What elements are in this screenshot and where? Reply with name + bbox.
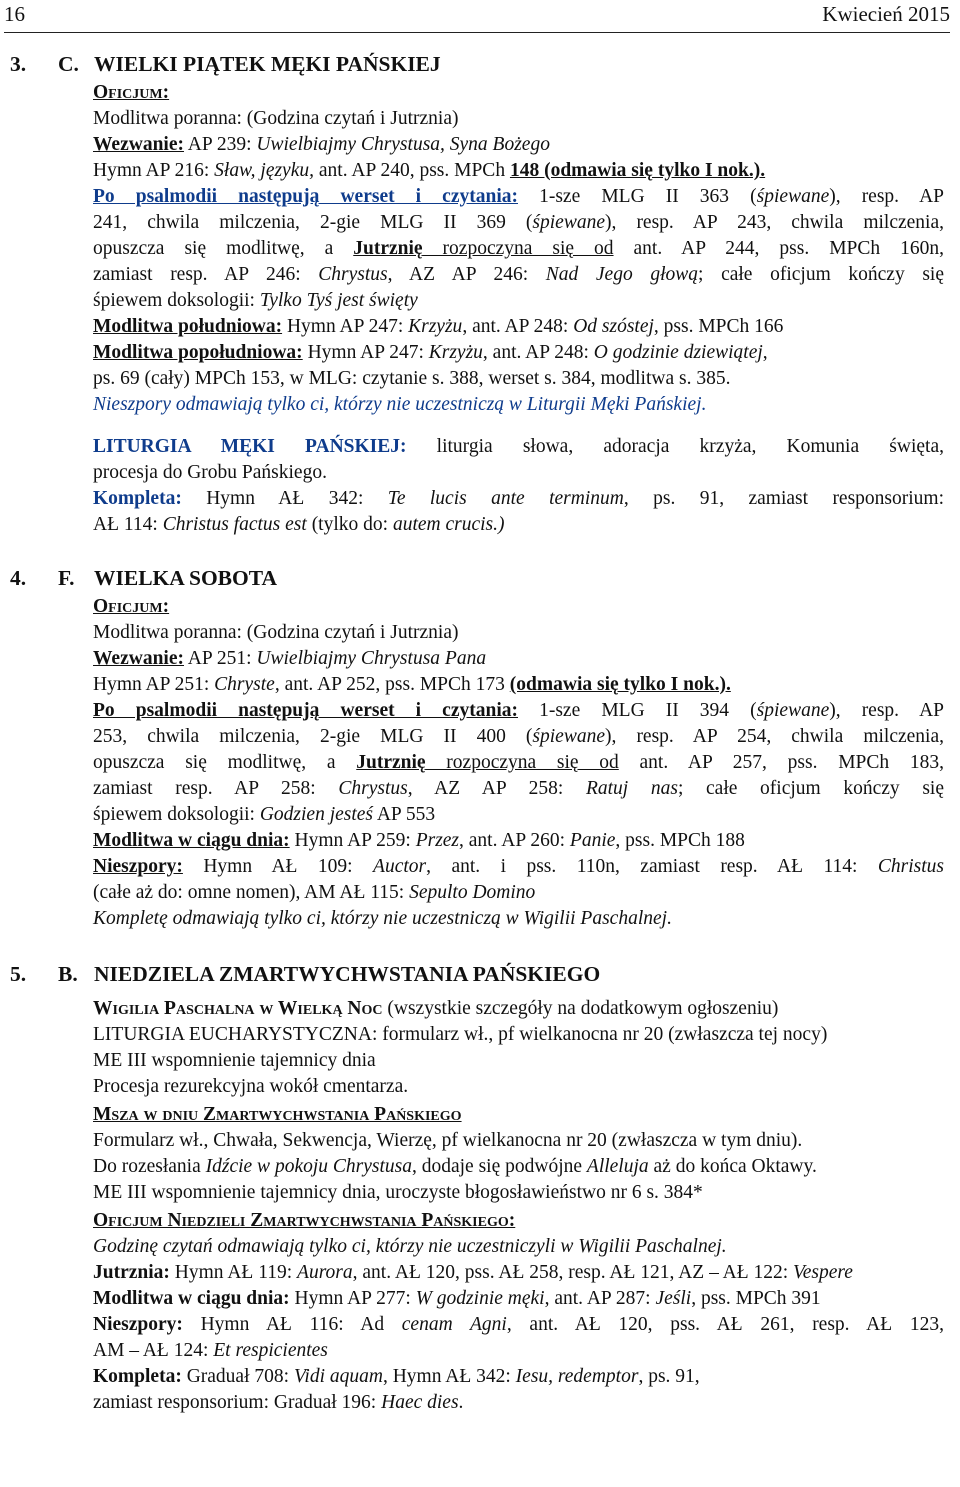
text-line: Modlitwa poranna: (Godzina czytań i Jutrznia): [93, 108, 459, 129]
text-line: Nieszpory: Hymn AŁ 109: Auctor, ant. i pss. 110n, zamiast resp. AŁ 114: Christus: [93, 856, 944, 877]
text-line: AM – AŁ 124: Et respicientes: [93, 1340, 328, 1361]
text-line: ME III wspomnienie tajemnicy dnia, uroczyste błogosławieństwo nr 6 s. 384*: [93, 1182, 703, 1203]
header-date: Kwiecień 2015: [822, 2, 950, 26]
text-line: zamiast resp. AP 258: Chrystus, AZ AP 258: Ratuj nas; całe oficjum kończy się: [93, 778, 944, 799]
section-number: 3.: [10, 52, 27, 76]
oficjum-heading: Oficjum Niedzieli Zmartwychwstania Pańskiego:: [93, 1210, 516, 1231]
text-line: Formularz wł., Chwała, Sekwencja, Wierzę, pf wielkanocna nr 20 (zwłaszcza w tym dniu).: [93, 1130, 803, 1151]
text-line: śpiewem doksologii: Tylko Tyś jest święty: [93, 290, 418, 311]
text-line: Kompleta: Graduał 708: Vidi aquam, Hymn AŁ 342: Iesu, redemptor, ps. 91,: [93, 1366, 700, 1387]
text-line: LITURGIA MĘKI PAŃSKIEJ: liturgia słowa, adoracja krzyża, Komunia święta,: [93, 436, 944, 457]
text-line: Modlitwa w ciągu dnia: Hymn AP 277: W godzinie męki, ant. AP 287: Jeśli, pss. MPCh 391: [93, 1288, 821, 1309]
text-line: Hymn AP 216: Sław, języku, ant. AP 240, pss. MPCh 148 (odmawia się tylko I nok.).: [93, 160, 766, 181]
text-line: Po psalmodii następują werset i czytania: 1-sze MLG II 363 (śpiewane), resp. AP: [93, 186, 944, 207]
page-header: [4, 2, 950, 30]
section-number: 5.: [10, 962, 27, 986]
section-heading-easter-sunday: [10, 962, 600, 987]
text-line: zamiast resp. AP 246: Chrystus, AZ AP 246: Nad Jego głową; całe oficjum kończy się: [93, 264, 944, 285]
text-line: Po psalmodii następują werset i czytania: 1-sze MLG II 394 (śpiewane), resp. AP: [93, 700, 944, 721]
oficjum-label: Oficjum:: [93, 82, 170, 103]
text-line: Wezwanie: AP 239: Uwielbiajmy Chrystusa, Syna Bożego: [93, 134, 550, 155]
text-line: opuszcza się modlitwę, a Jutrznię rozpoczyna się od ant. AP 244, pss. MPCh 160n,: [93, 238, 944, 259]
text-line: 241, chwila milczenia, 2-gie MLG II 369 (śpiewane), resp. AP 243, chwila milczenia,: [93, 212, 944, 233]
text-line: Kompletę odmawiają tylko ci, którzy nie uczestniczą w Wigilii Paschalnej.: [93, 908, 672, 929]
section-heading-holy-saturday: [10, 566, 277, 591]
page-number: 16: [4, 2, 25, 26]
text-line: Hymn AP 251: Chryste, ant. AP 252, pss. MPCh 173 (odmawia się tylko I nok.).: [93, 674, 731, 695]
section-heading-good-friday: [10, 52, 441, 77]
text-line: Nieszpory odmawiają tylko ci, którzy nie uczestniczą w Liturgii Męki Pańskiej.: [93, 394, 707, 415]
text-line: 253, chwila milczenia, 2-gie MLG II 400 (śpiewane), resp. AP 254, chwila milczenia,: [93, 726, 944, 747]
text-line: Do rozesłania Idźcie w pokoju Chrystusa, dodaje się podwójne Alleluja aż do końca Oktawy.: [93, 1156, 817, 1177]
text-line: AŁ 114: Christus factus est (tylko do: autem crucis.): [93, 514, 505, 535]
text-line: Jutrznia: Hymn AŁ 119: Aurora, ant. AŁ 120, pss. AŁ 258, resp. AŁ 121, AZ – AŁ 122: Vespere: [93, 1262, 853, 1283]
header-divider: [4, 32, 950, 33]
text-line: Modlitwa południowa: Hymn AP 247: Krzyżu, ant. AP 248: Od szóstej, pss. MPCh 166: [93, 316, 784, 337]
text-line: ME III wspomnienie tajemnicy dnia: [93, 1050, 376, 1071]
text-line: opuszcza się modlitwę, a Jutrznię rozpoczyna się od ant. AP 257, pss. MPCh 183,: [93, 752, 944, 773]
text-line: Nieszpory: Hymn AŁ 116: Ad cenam Agni, ant. AŁ 120, pss. AŁ 261, resp. AŁ 123,: [93, 1314, 944, 1335]
text-line: Procesja rezurekcyjna wokół cmentarza.: [93, 1076, 409, 1097]
mass-heading: Msza w dniu Zmartwychwstania Pańskiego: [93, 1104, 462, 1125]
text-line: zamiast responsorium: Graduał 196: Haec dies.: [93, 1392, 464, 1413]
text-line: Modlitwa popołudniowa: Hymn AP 247: Krzyżu, ant. AP 248: O godzinie dziewiątej,: [93, 342, 768, 363]
text-line: Wezwanie: AP 251: Uwielbiajmy Chrystusa Pana: [93, 648, 487, 669]
text-line: Wigilia Paschalna w Wielką Noc (wszystkie szczegóły na dodatkowym ogłoszeniu): [93, 998, 779, 1019]
oficjum-label: Oficjum:: [93, 596, 170, 617]
section-title: NIEDZIELA ZMARTWYCHWSTANIA PAŃSKIEGO: [94, 962, 601, 986]
text-line: śpiewem doksologii: Godzien jesteś AP 553: [93, 804, 436, 825]
text-line: (całe aż do: omne nomen), AM AŁ 115: Sepulto Domino: [93, 882, 536, 903]
section-letter: B.: [58, 962, 78, 986]
section-number: 4.: [10, 566, 27, 590]
section-letter: F.: [58, 566, 75, 590]
text-line: ps. 69 (cały) MPCh 153, w MLG: czytanie s. 388, werset s. 384, modlitwa s. 385.: [93, 368, 731, 389]
text-line: LITURGIA EUCHARYSTYCZNA: formularz wł., pf wielkanocna nr 20 (zwłaszcza tej nocy): [93, 1024, 828, 1045]
section-title: WIELKA SOBOTA: [94, 566, 278, 590]
text-line: Godzinę czytań odmawiają tylko ci, którzy nie uczestniczyli w Wigilii Paschalnej.: [93, 1236, 727, 1257]
section-letter: C.: [58, 52, 79, 76]
text-line: procesja do Grobu Pańskiego.: [93, 462, 327, 483]
text-line: Modlitwa w ciągu dnia: Hymn AP 259: Przez, ant. AP 260: Panie, pss. MPCh 188: [93, 830, 745, 851]
section-title: WIELKI PIĄTEK MĘKI PAŃSKIEJ: [94, 52, 441, 76]
text-line: Modlitwa poranna: (Godzina czytań i Jutrznia): [93, 622, 459, 643]
text-line: Kompleta: Hymn AŁ 342: Te lucis ante terminum, ps. 91, zamiast responsorium:: [93, 488, 945, 509]
